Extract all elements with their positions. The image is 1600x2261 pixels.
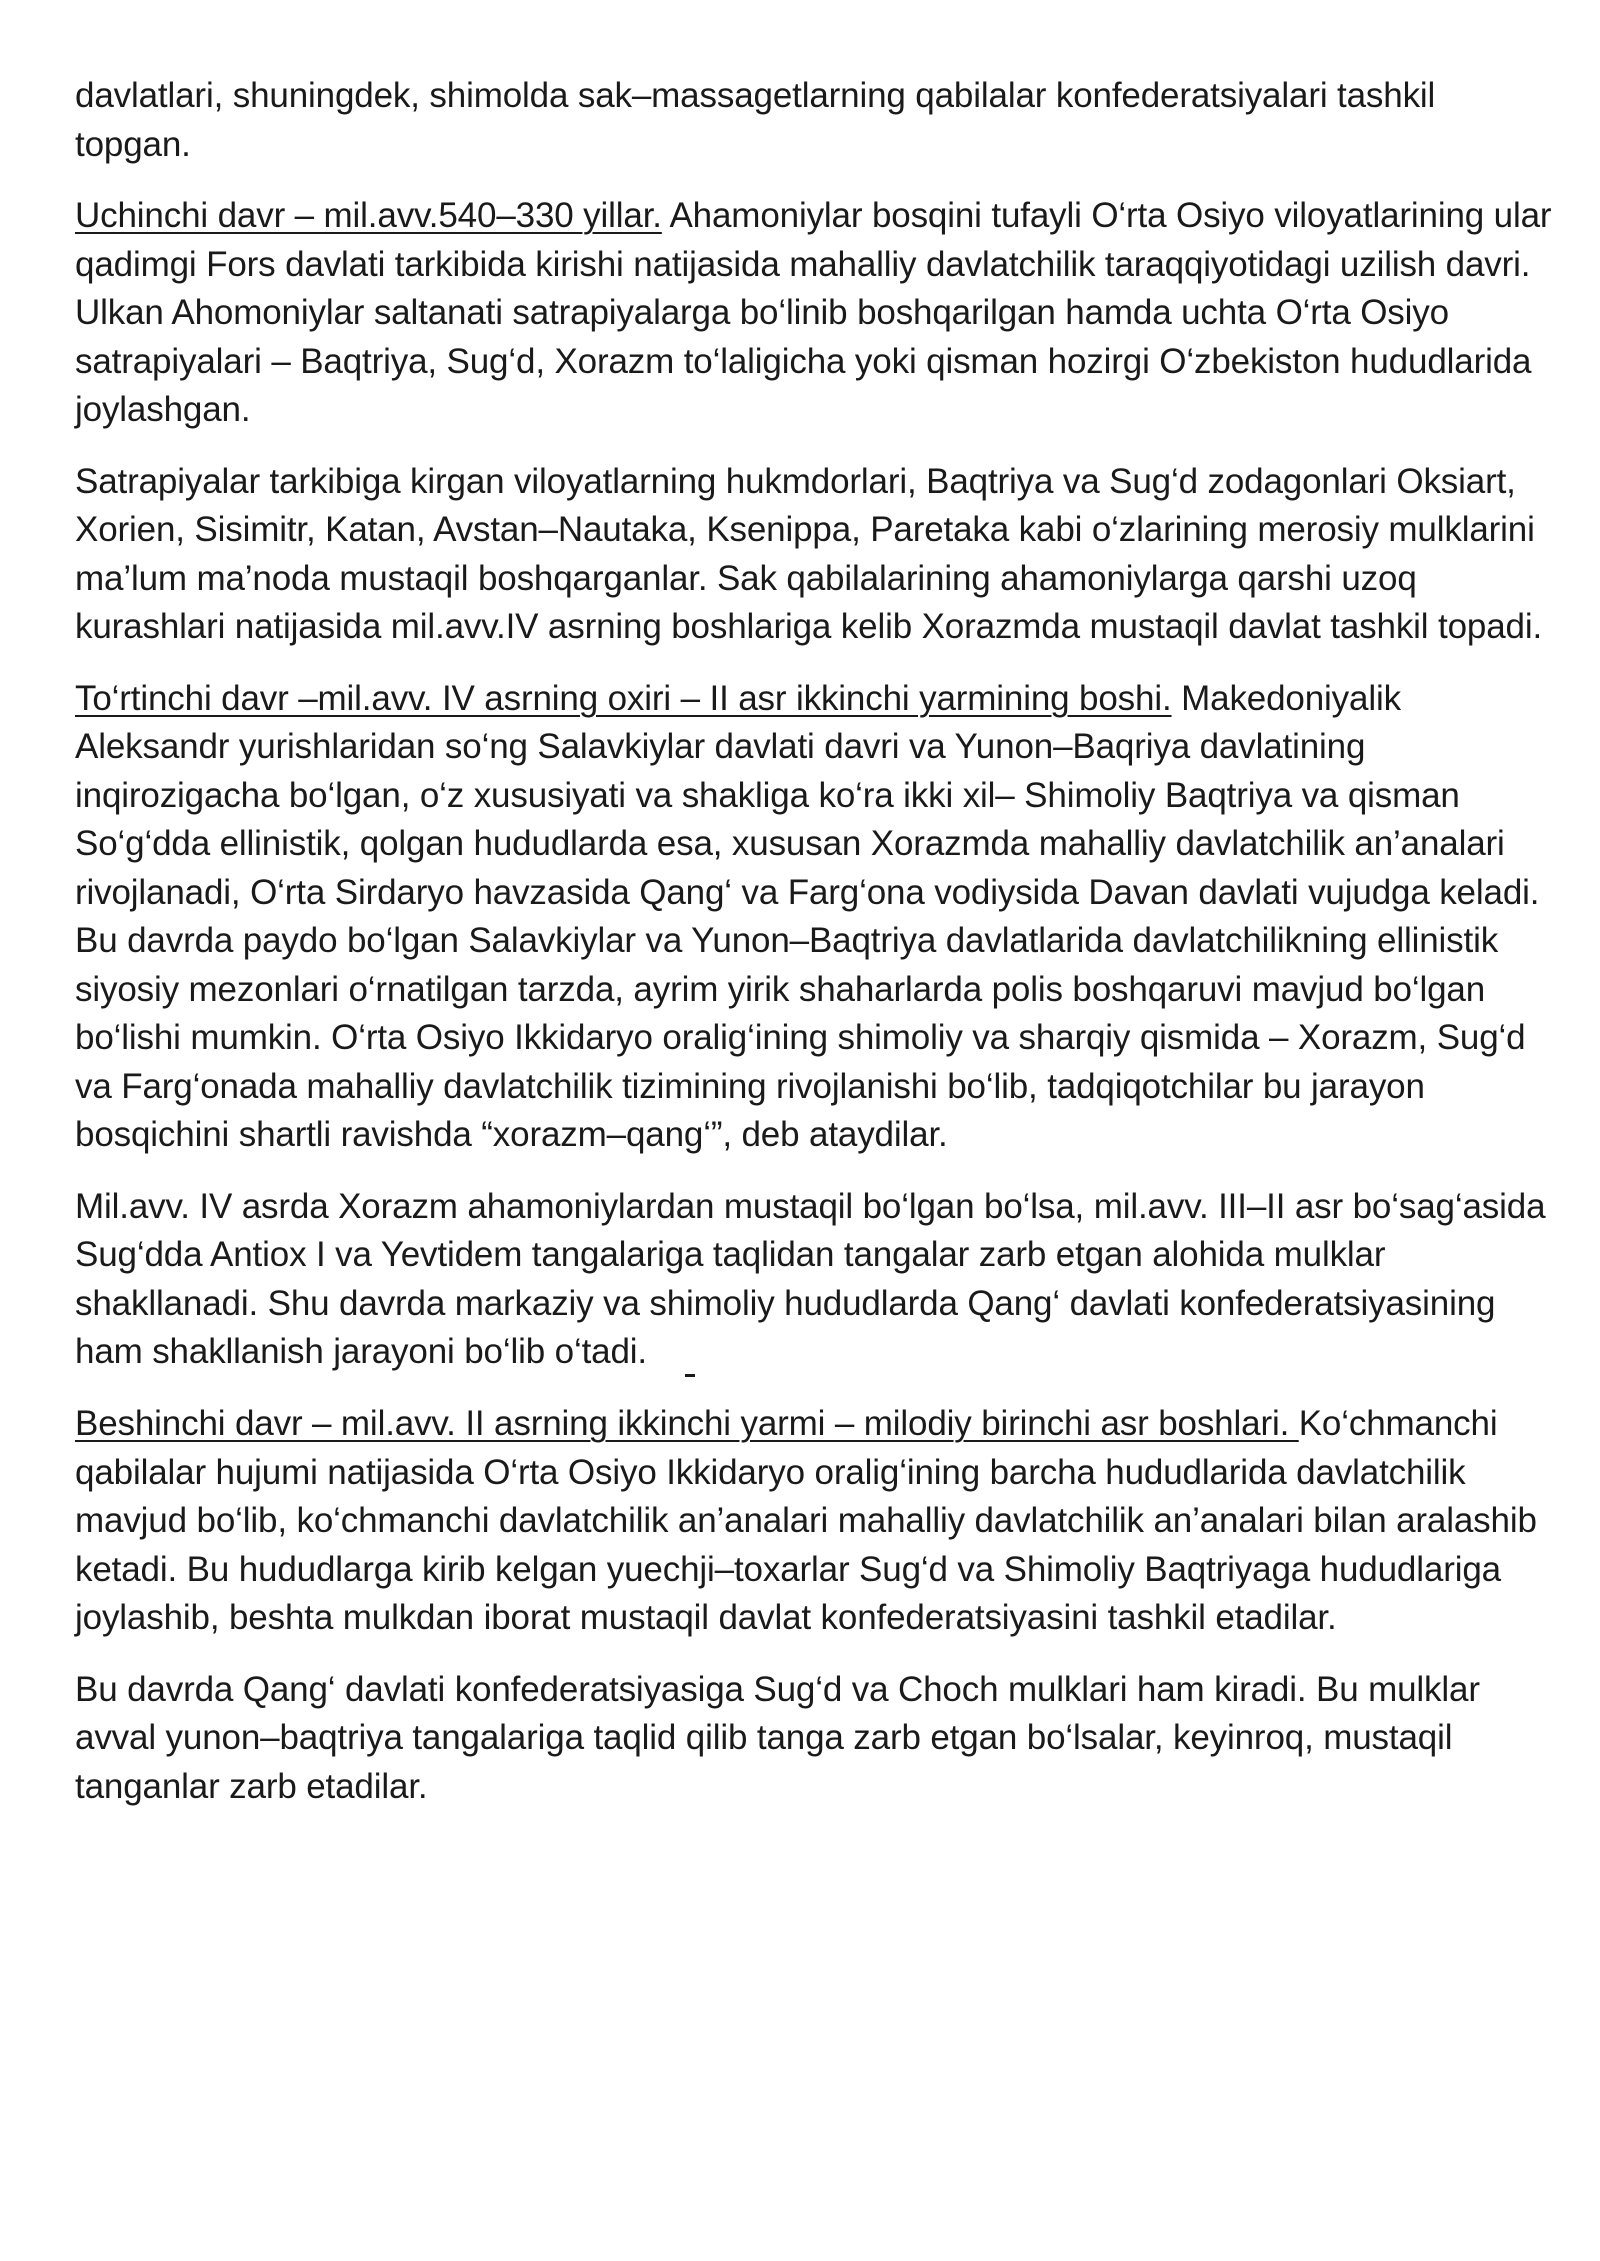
paragraph-text: Ahamoniylar bosqini tufayli O‘rta Osiyo viloyatlarining ular qadimgi Fors davlati tarkibida kirishi natijasida mahalliy davlatchilik taraqqiyotidagi uzilish davri. Ulkan Ahomoniylar saltanati satrapiyalarga bo‘linib boshqarilgan hamda uchta O‘rta Osiyo satrapiyalari – Baqtriya, Sug‘d, Xorazm to‘laligicha yoki qisman hozirgi O‘zbekiston hududlarida joylashgan. bbox=[75, 196, 1552, 429]
paragraph-text: Bu davrda Qang‘ davlati konfederatsiyasiga Sug‘d va Choch mulklari ham kiradi. Bu mulklar avval yunon–baqtriya tangalariga taqlid qilib tanga zarb etgan bo‘lsalar, keyinroq, mustaqil tanganlar zarb etadilar. bbox=[75, 1669, 1480, 1806]
section-heading-third-period: Uchinchi davr – mil.avv.540–330 yillar. bbox=[75, 196, 662, 235]
paragraph-text: Ko‘chmanchi qabilalar hujumi natijasida O‘rta Osiyo Ikkidaryo oralig‘ining barcha hududlarida davlatchilik mavjud bo‘lib, ko‘chmanchi davlatchilik an’analari mahalliy davlatchilik an’analari bilan aralashib ketadi. Bu hududlarga kirib kelgan yuechji–toxarlar Sug‘d va Shimoliy Baqtriyaga hududlariga joylashib, beshta mulkdan iborat mustaqil davlat konfederatsiyasini tashkil etadilar. bbox=[75, 1404, 1537, 1637]
paragraph-fourth-period bbox=[75, 675, 1555, 1160]
paragraph-third-period bbox=[75, 192, 1555, 435]
document-page bbox=[75, 72, 1555, 1834]
paragraph-satrapies bbox=[75, 458, 1555, 652]
section-heading-fourth-period: To‘rtinchi davr –mil.avv. IV asrning oxiri – II asr ikkinchi yarmining boshi. bbox=[75, 678, 1172, 718]
paragraph-khorezm-independence bbox=[75, 1183, 1555, 1378]
paragraph-continuation bbox=[75, 72, 1555, 169]
paragraph-fifth-period bbox=[75, 1400, 1555, 1643]
section-heading-fifth-period: Beshinchi davr – mil.avv. II asrning ikkinchi yarmi – milodiy birinchi asr boshlari. bbox=[75, 1404, 1299, 1443]
stray-mark bbox=[685, 1374, 695, 1377]
paragraph-kangju-confederation bbox=[75, 1666, 1555, 1812]
paragraph-text: Mil.avv. IV asrda Xorazm ahamoniylardan mustaqil bo‘lgan bo‘lsa, mil.avv. III–II asr bo‘sag‘asida Sug‘dda Antiox I va Yevtidem tangalariga taqlidan tangalar zarb etgan alohida mulklar shakllanadi. Shu davrda markaziy va shimoliy hududlarda Qang‘ davlati konfederatsiyasining ham shakllanish jarayoni bo‘lib o‘tadi. bbox=[75, 1186, 1546, 1371]
paragraph-text: Makedoniyalik Aleksandr yurishlaridan so‘ng Salavkiylar davlati davri va Yunon–Baqriya davlatining inqirozigacha bo‘lgan, o‘z xususiyati va shakliga ko‘ra ikki xil– Shimoliy Baqtriya va qisman So‘g‘dda ellinistik, qolgan hududlarda esa, xususan Xorazmda mahalliy davlatchilik an’analari rivojlanadi, O‘rta Sirdaryo havzasida Qang‘ va Farg‘ona vodiysida Davan davlati vujudga keladi. Bu davrda paydo bo‘lgan Salavkiylar va Yunon–Baqtriya davlatlarida davlatchilikning ellinistik siyosiy mezonlari o‘rnatilgan tarzda, ayrim yirik shaharlarda polis boshqaruvi mavjud bo‘lgan bo‘lishi mumkin. O‘rta Osiyo Ikkidaryo oralig‘ining shimoliy va sharqiy qismida – Xorazm, Sug‘d va Farg‘onada mahalliy davlatchilik tizimining rivojlanishi bo‘lib, tadqiqotchilar bu jarayon bosqichini shartli ravishda “xorazm–qang‘”, deb ataydilar. bbox=[75, 678, 1540, 1154]
paragraph-text: davlatlari, shuningdek, shimolda sak–massagetlarning qabilalar konfederatsiyalari tashkil topgan. bbox=[75, 76, 1436, 164]
paragraph-text: Satrapiyalar tarkibiga kirgan viloyatlarning hukmdorlari, Baqtriya va Sug‘d zodagonlari Oksiart, Xorien, Sisimitr, Katan, Avstan–Nautaka, Ksenippa, Paretaka kabi o‘zlarining merosiy mulklarini ma’lum ma’noda mustaqil boshqarganlar. Sak qabilalarining ahamoniylarga qarshi uzoq kurashlari natijasida mil.avv.IV asrning boshlariga kelib Xorazmda mustaqil davlat tashkil topadi. bbox=[75, 461, 1543, 646]
